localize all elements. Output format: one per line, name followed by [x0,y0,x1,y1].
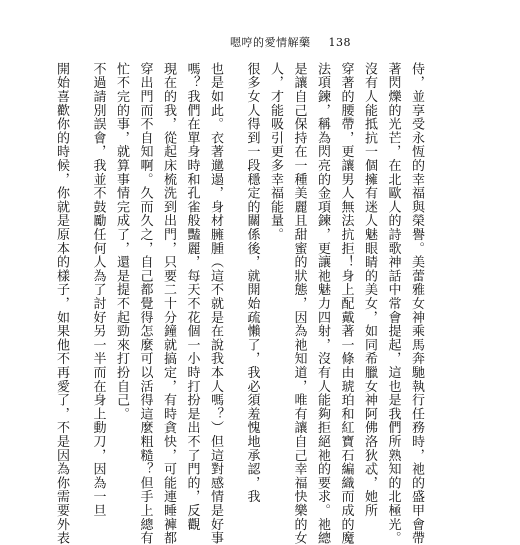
text-column: 忙不完的事，就算事情完成了，還是提不起勁來打扮自己。 [114,62,129,421]
text-column: 嗎？我們在單身時和孔雀般豔麗，每天不花個一小時打扮是出不了門的，反觀 [184,62,200,532]
text-column: 很多女人得到一段穩定的關係後，就開始疏懶了，我必須羞愧地承認，我 [244,62,260,504]
text-column: 穿著的腰帶，更讓男人無法抗拒！身上配戴著一條由琥珀和紅寶石編織而成的魔 [338,62,354,545]
text-column: 人，才能吸引更多幸福能量。 [268,62,283,242]
body-text [50,62,429,545]
page-header [230,34,351,50]
text-column: 沒有人能抵抗一個擁有迷人魅眼睛的美女，如同希臘女神阿佛洛狄忒，她所 [362,62,377,518]
book-title: 嗯哼的愛情解藥 [230,36,311,49]
text-column: 現在的我，從起床梳洗到出門，只要二十分鐘就搞定，有時貪快，可能連睡褲都 [161,62,176,545]
text-column: 法項鍊，稱為閃亮的金項鍊，更讓祂魅力四射，沒有人能夠拒絕祂的要求。祂總 [315,62,330,545]
page-number: 138 [328,36,351,49]
text-column: 侍，並享受永恆的幸福與榮譽。美蕾雅女神乘馬奔馳執行任務時，祂的盛甲會帶 [409,62,424,545]
text-column: 著閃爍的光芒，在北歐人的詩歌神話中常會提起，這也是我們所熟知的北極光。 [385,62,401,545]
text-column: 穿出門而不自知啊。久而久之，自己都覺得怎麼可以活得這麼粗糙？但手上總有 [137,62,153,545]
text-column: 是讓自己保持在一種美麗且甜蜜的狀態，因為祂知道，唯有讓自己幸福快樂的女 [291,62,307,545]
text-column: 不過請別誤會，我並不鼓勵任何人為了討好另一半而在身上動刀，因為一旦 [90,62,106,518]
text-column: 也是如此。衣著邋遢，身材臃腫（這不就是在說我本人嗎？）但這對感情是好事 [208,62,223,545]
text-column: 開始喜歡你的時候，你就是原本的樣子，如果他不再愛了，不是因為你需要外表 [54,62,69,545]
